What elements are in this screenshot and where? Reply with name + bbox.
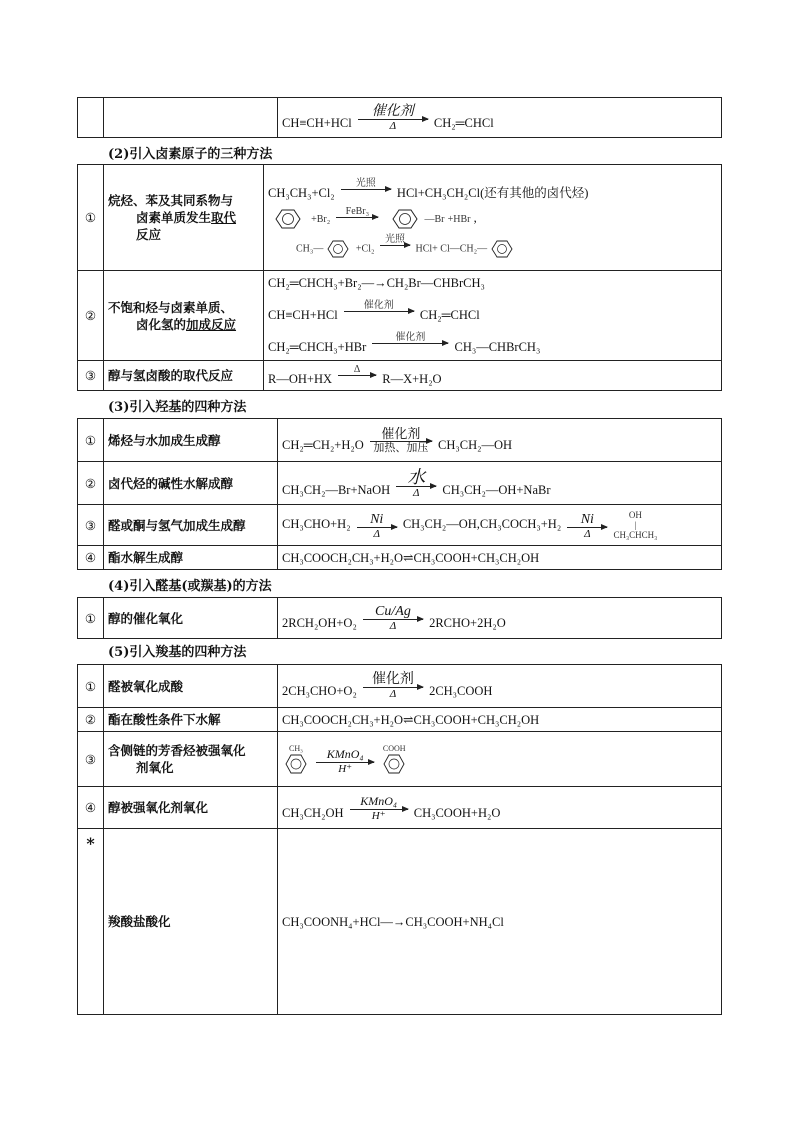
reaction-arrow: 光照 xyxy=(380,234,410,258)
row-number: ③ xyxy=(78,505,104,546)
method-description: 醇的催化氧化 xyxy=(104,598,278,639)
reactants: CH≡CH+HCl xyxy=(282,115,352,130)
reaction-arrow: Ni Δ xyxy=(357,512,397,540)
section-title-aldehyde: (4)引入醛基(或羰基)的方法 xyxy=(108,579,272,594)
table-hydroxyl xyxy=(77,418,722,570)
method-description: 含侧链的芳香烃被强氧化 剂氧化 xyxy=(104,732,278,787)
section-title-carboxyl: (5)引入羧基的四种方法 xyxy=(108,645,247,660)
row-number: ① xyxy=(78,665,104,708)
reaction-arrow: Cu/Ag Δ xyxy=(363,604,423,632)
method-description: 酯水解生成醇 xyxy=(104,546,278,570)
reaction-arrow: 催化剂 Δ xyxy=(363,672,423,700)
benzene-ring-icon xyxy=(487,240,517,258)
reaction-cell: R—OH+HX Δ R—X+H₂O xyxy=(264,361,722,391)
row-number: ② xyxy=(78,271,104,361)
reaction-arrow: 光照 xyxy=(341,178,391,202)
reaction-arrow: 水 Δ xyxy=(396,468,436,499)
reaction-text xyxy=(282,103,494,132)
reaction-arrow: 催化剂 xyxy=(372,332,448,356)
benzene-ring-icon xyxy=(323,240,353,258)
table-halogen xyxy=(77,164,722,391)
row-number: ② xyxy=(78,462,104,505)
method-description: 烯烃与水加成生成醇 xyxy=(104,419,278,462)
row-number: ④ xyxy=(78,546,104,570)
method-description: 酯在酸性条件下水解 xyxy=(104,708,278,732)
method-description: 醇被强氧化剂氧化 xyxy=(104,787,278,829)
toluene-ring-icon xyxy=(282,753,310,775)
blank-desc-cell xyxy=(104,98,278,138)
method-description: 醛被氧化成酸 xyxy=(104,665,278,708)
reaction-cell: CH₃CH₂OH KMnO₄ H⁺ CH₃COOH+H₂O xyxy=(278,787,722,829)
row-number: ① xyxy=(78,165,104,271)
reaction-cell: CH₃COONH₄+HCl—→CH₃COOH+NH₄Cl xyxy=(278,829,722,1015)
table-carboxyl xyxy=(77,664,722,1015)
reaction-cell: 2CH₃CHO+O₂ 催化剂 Δ 2CH₃COOH xyxy=(278,665,722,708)
reaction-cell: CH₃ KMnO₄ H⁺ COOH xyxy=(278,732,722,787)
condition-label: Δ xyxy=(389,119,397,132)
row-number: ① xyxy=(78,598,104,639)
row-number: ③ xyxy=(78,361,104,391)
reaction-cell xyxy=(278,98,722,138)
benzene-ring-icon xyxy=(385,208,425,230)
method-description: 卤代烃的碱性水解成醇 xyxy=(104,462,278,505)
reaction-arrow: KMnO₄ H⁺ xyxy=(316,747,374,775)
reaction-arrow xyxy=(358,104,428,132)
reaction-cell: CH₃CH₂—Br+NaOH 水 Δ CH₃CH₂—OH+NaBr xyxy=(278,462,722,505)
section-title-hydroxyl: (3)引入羟基的四种方法 xyxy=(108,400,247,415)
reaction-cell: CH₂═CHCH₃+Br₂—→CH₂Br—CHBrCH₃ CH≡CH+HCl 催化剂 CH₂═CHCl CH₂═CHCH₃+HBr 催化剂 CH₃—CHBrCH₃ xyxy=(264,271,722,361)
table-aldehyde xyxy=(77,597,722,639)
method-description: 不饱和烃与卤素单质、 卤化氢的加成反应 xyxy=(104,271,264,361)
benzene-ring-icon xyxy=(268,208,308,230)
products: CH₂═CHCl xyxy=(433,115,494,130)
reaction-cell: CH₃COOCH₂CH₃+H₂O⇌CH₃COOH+CH₃CH₂OH xyxy=(278,708,722,732)
reaction-cell: CH₃CH₃+Cl₂ 光照 HCl+CH₃CH₂Cl(还有其他的卤代烃) +Br₂ FeBr₃ —Br +HBr , CH₃— +Cl₂ 光照 HCl+ Cl—CH₂— xyxy=(264,165,722,271)
row-number: ④ xyxy=(78,787,104,829)
row-number-star: * xyxy=(78,829,104,1015)
reaction-cell: CH₃CHO+H₂ Ni Δ CH₃CH₂—OH,CH₃COCH₃+H₂ Ni Δ OH | CH₃CHCH₃ xyxy=(278,505,722,546)
section-title-halogen: (2)引入卤素原子的三种方法 xyxy=(108,147,273,162)
method-description: 醛或酮与氢气加成生成醇 xyxy=(104,505,278,546)
reaction-cell: CH₂═CH₂+H₂O 催化剂 加热、加压 CH₃CH₂—OH xyxy=(278,419,722,462)
reaction-arrow: KMnO₄ H⁺ xyxy=(350,794,408,822)
reaction-cell: 2RCH₂OH+O₂ Cu/Ag Δ 2RCHO+2H₂O xyxy=(278,598,722,639)
method-description: 羧酸盐酸化 xyxy=(104,829,278,1015)
row-number: ① xyxy=(78,419,104,462)
method-description: 烷烃、苯及其同系物与 卤素单质发生取代 反应 xyxy=(104,165,264,271)
row-number: ③ xyxy=(78,732,104,787)
reaction-cell: CH₃COOCH₂CH₃+H₂O⇌CH₃COOH+CH₃CH₂OH xyxy=(278,546,722,570)
reaction-arrow: 催化剂 加热、加压 xyxy=(370,427,432,454)
reaction-arrow: FeBr₃ xyxy=(336,206,378,230)
reaction-arrow: Ni Δ xyxy=(567,512,607,540)
blank-cell xyxy=(78,98,104,138)
row-number: ② xyxy=(78,708,104,732)
reaction-arrow: Δ xyxy=(338,364,376,388)
method-description: 醇与氢卤酸的取代反应 xyxy=(104,361,264,391)
catalyst-label: 催化剂 xyxy=(371,103,414,119)
benzoic-acid-ring-icon xyxy=(380,753,408,775)
reaction-arrow: 催化剂 xyxy=(344,300,414,324)
table-continuation xyxy=(77,97,722,138)
